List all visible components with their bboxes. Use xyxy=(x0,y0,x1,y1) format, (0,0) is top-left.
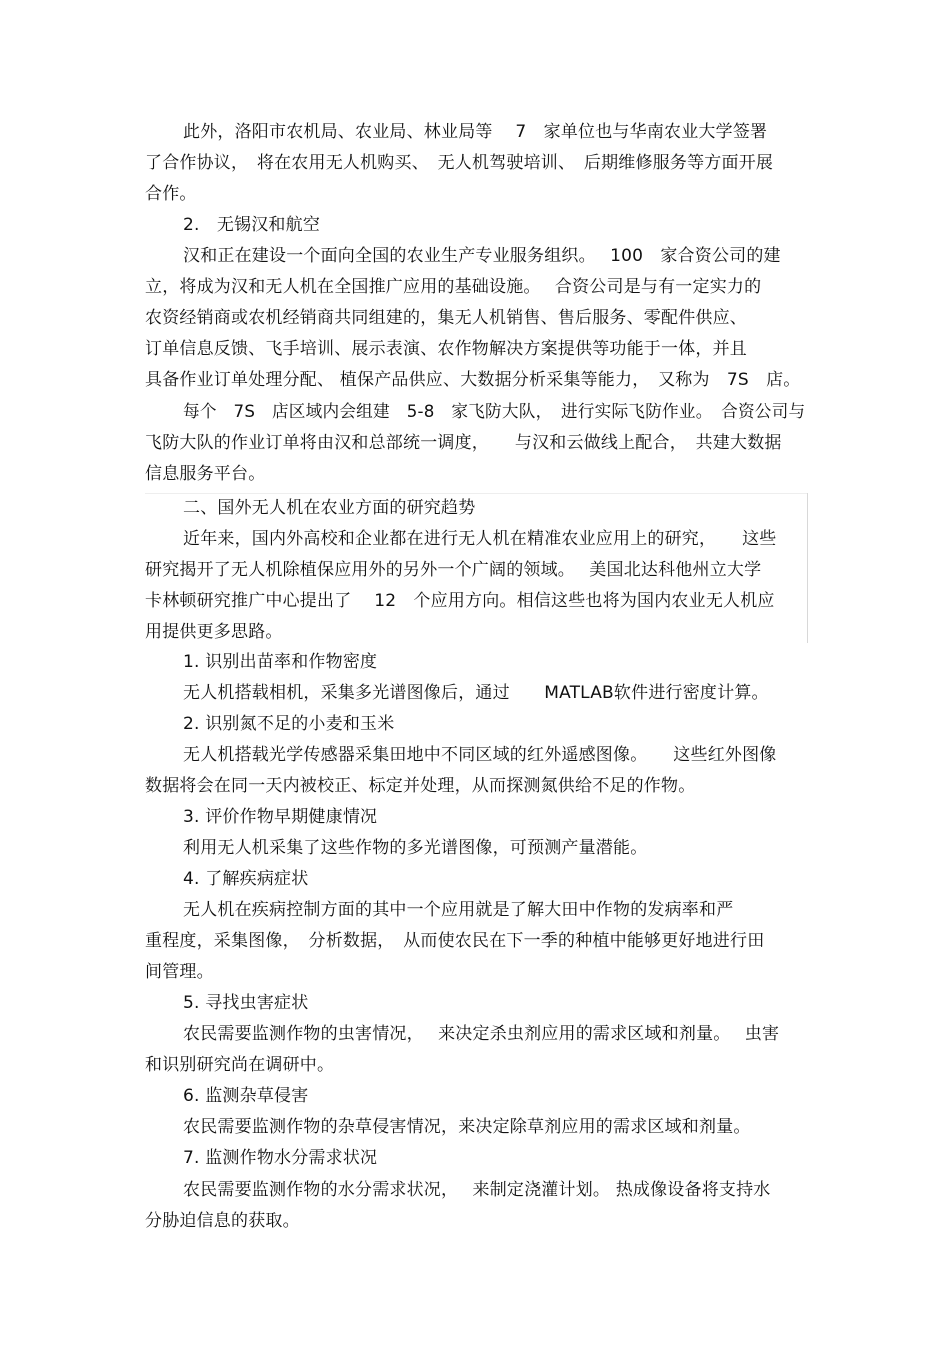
paragraph-line: 农民需要监测作物的杂草侵害情况，来决定除草剂应用的需求区域和剂量。 xyxy=(183,1117,751,1137)
list-heading: 2. 识别氮不足的小麦和玉米 xyxy=(183,714,395,734)
paragraph-line: 间管理。 xyxy=(145,962,214,982)
paragraph-line: 每个 7S 店区域内会组建 5-8 家飞防大队， 进行实际飞防作业。 合资公司与 xyxy=(183,402,806,422)
paragraph-line: 飞防大队的作业订单将由汉和总部统一调度， 与汉和云做线上配合， 共建大数据 xyxy=(145,433,782,453)
list-heading: 3. 评价作物早期健康情况 xyxy=(183,807,378,827)
paragraph-line: 农民需要监测作物的水分需求状况， 来制定浇灌计划。 热成像设备将支持水 xyxy=(183,1180,771,1200)
list-heading: 1. 识别出苗率和作物密度 xyxy=(183,652,378,672)
paragraph-line: 订单信息反馈、飞手培训、展示表演、农作物解决方案提供等功能于一体，并且 xyxy=(145,339,747,359)
section-heading: 2. 无锡汉和航空 xyxy=(183,215,321,235)
paragraph-line: 数据将会在同一天内被校正、标定并处理，从而探测氮供给不足的作物。 xyxy=(145,776,696,796)
paragraph-line: 和识别研究尚在调研中。 xyxy=(145,1055,335,1075)
paragraph-line: 卡林顿研究推广中心提出了 12 个应用方向。相信这些也将为国内农业无人机应 xyxy=(145,591,775,611)
paragraph-line: 农民需要监测作物的虫害情况， 来决定杀虫剂应用的需求区域和剂量。 虫害 xyxy=(183,1024,780,1044)
paragraph-line: 无人机搭载光学传感器采集田地中不同区域的红外遥感图像。 这些红外图像 xyxy=(183,745,777,765)
paragraph-line: 汉和正在建设一个面向全国的农业生产专业服务组织。 100 家合资公司的建 xyxy=(183,246,781,266)
paragraph-line: 信息服务平台。 xyxy=(145,464,266,484)
paragraph-line: 具备作业订单处理分配、 植保产品供应、大数据分析采集等能力， 又称为 7S 店。 xyxy=(145,370,801,390)
paragraph-line: 了合作协议， 将在农用无人机购买、 无人机驾驶培训、 后期维修服务等方面开展 xyxy=(145,153,774,173)
list-heading: 4. 了解疾病症状 xyxy=(183,869,309,889)
list-heading: 5. 寻找虫害症状 xyxy=(183,993,309,1013)
paragraph-line: 近年来，国内外高校和企业都在进行无人机在精准农业应用上的研究， 这些 xyxy=(183,529,777,549)
paragraph-line: 无人机在疾病控制方面的其中一个应用就是了解大田中作物的发病率和严 xyxy=(183,900,734,920)
section-heading: 二、国外无人机在农业方面的研究趋势 xyxy=(183,498,476,518)
paragraph-line: 农资经销商或农机经销商共同组建的，集无人机销售、售后服务、零配件供应、 xyxy=(145,308,747,328)
paragraph-line: 重程度，采集图像， 分析数据， 从而使农民在下一季的种植中能够更好地进行田 xyxy=(145,931,765,951)
paragraph-line: 研究揭开了无人机除植保应用外的另外一个广阔的领域。 美国北达科他州立大学 xyxy=(145,560,762,580)
list-heading: 6. 监测杂草侵害 xyxy=(183,1086,309,1106)
paragraph-line: 利用无人机采集了这些作物的多光谱图像，可预测产量潜能。 xyxy=(183,838,648,858)
paragraph-line: 用提供更多思路。 xyxy=(145,622,283,642)
list-heading: 7. 监测作物水分需求状况 xyxy=(183,1148,378,1168)
paragraph-line: 合作。 xyxy=(145,184,197,204)
paragraph-line: 立，将成为汉和无人机在全国推广应用的基础设施。 合资公司是与有一定实力的 xyxy=(145,277,762,297)
paragraph-line: 无人机搭载相机，采集多光谱图像后，通过 MATLAB软件进行密度计算。 xyxy=(183,683,769,703)
paragraph-line: 此外，洛阳市农机局、农业局、林业局等 7 家单位也与华南农业大学签署 xyxy=(183,122,768,142)
paragraph-line: 分胁迫信息的获取。 xyxy=(145,1211,300,1231)
